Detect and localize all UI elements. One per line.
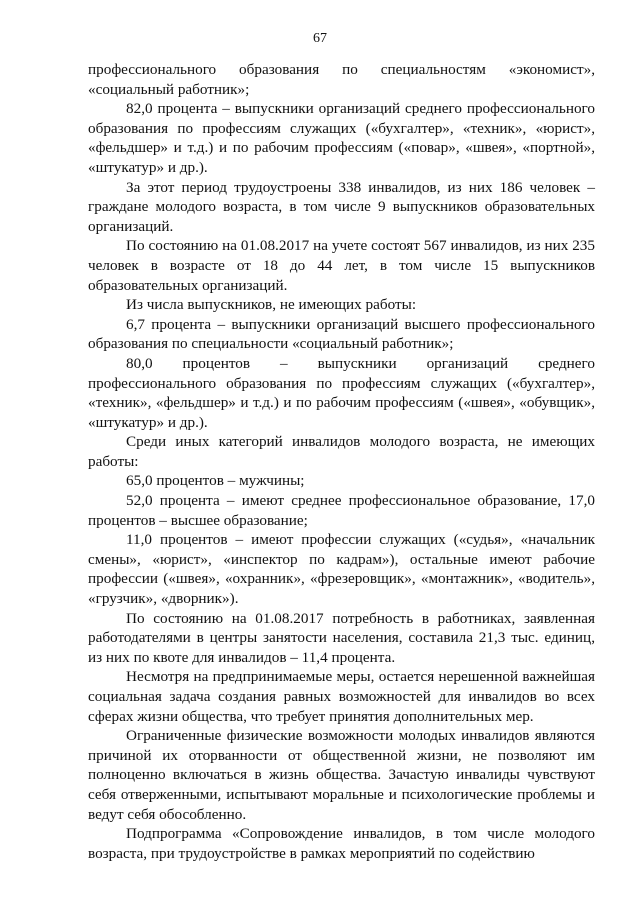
paragraph: Несмотря на предпринимаемые меры, остается нерешенной важнейшая социальная задача создания равных возможностей для инвалидов во всех сферах жизни общества, что требует принятия дополнительных мер. (88, 668, 595, 725)
paragraph: По состоянию на 01.08.2017 на учете состоят 567 инвалидов, из них 235 человек в возрасте от 18 до 44 лет, в том числе 15 выпускников образовательных организаций. (88, 237, 595, 294)
body-text (88, 60, 595, 863)
paragraph-continued: профессионального образования по специальностям «экономист», «социальный работник»; (88, 61, 595, 98)
paragraph: 6,7 процента – выпускники организаций высшего профессионального образования по специальности «социальный работник»; (88, 315, 595, 353)
paragraph: 80,0 процентов – выпускники организаций среднего профессионального образования по профессиям служащих («бухгалтер», «техник», «фельдшер» и т.д.) и по рабочим профессиям («швея», «обувщик», «штукатур» и др.). (88, 354, 595, 431)
paragraph: За этот период трудоустроены 338 инвалидов, из них 186 человек – граждане молодого возраста, в том числе 9 выпускников образовательных организаций. (88, 178, 595, 235)
page-number: 67 (313, 31, 327, 46)
paragraph: 65,0 процентов – мужчины; (126, 472, 305, 490)
paragraph: 11,0 процентов – имеют профессии служащих («судья», «начальник смены», «юрист», «инспектор по кадрам»), остальные имеют рабочие профессии («швея», «охранник», «фрезеровщик», «монтажник», «водитель», «грузчик», «дворник»). (88, 531, 595, 608)
paragraph: 82,0 процента – выпускники организаций среднего профессионального образования по профессиям служащих («бухгалтер», «техник», «юрист», «фельдшер» и т.д.) и по рабочим профессиям («повар», «швея», «портной», «штукатур» и др.). (88, 100, 595, 176)
paragraph: 52,0 процента – имеют среднее профессиональное образование, 17,0 процентов – высшее образование; (88, 492, 595, 529)
paragraph: Среди иных категорий инвалидов молодого возраста, не имеющих работы: (88, 433, 595, 470)
paragraph: Ограниченные физические возможности молодых инвалидов являются причиной их оторванности от общественной жизни, не позволяют им полноценно включаться в жизнь общества. Зачастую инвалиды чувствуют себя отверженными, испытывают моральные и психологические проблемы и ведут себя обособленно. (88, 727, 595, 823)
paragraph: Из числа выпускников, не имеющих работы: (126, 296, 417, 314)
paragraph: По состоянию на 01.08.2017 потребность в работниках, заявленная работодателями в центры занятости населения, составила 21,3 тыс. единиц, из них по квоте для инвалидов – 11,4 процента. (88, 609, 595, 666)
paragraph: Подпрограмма «Сопровождение инвалидов, в том числе молодого возраста, при трудоустройстве в рамках мероприятий по содействию (88, 825, 595, 862)
